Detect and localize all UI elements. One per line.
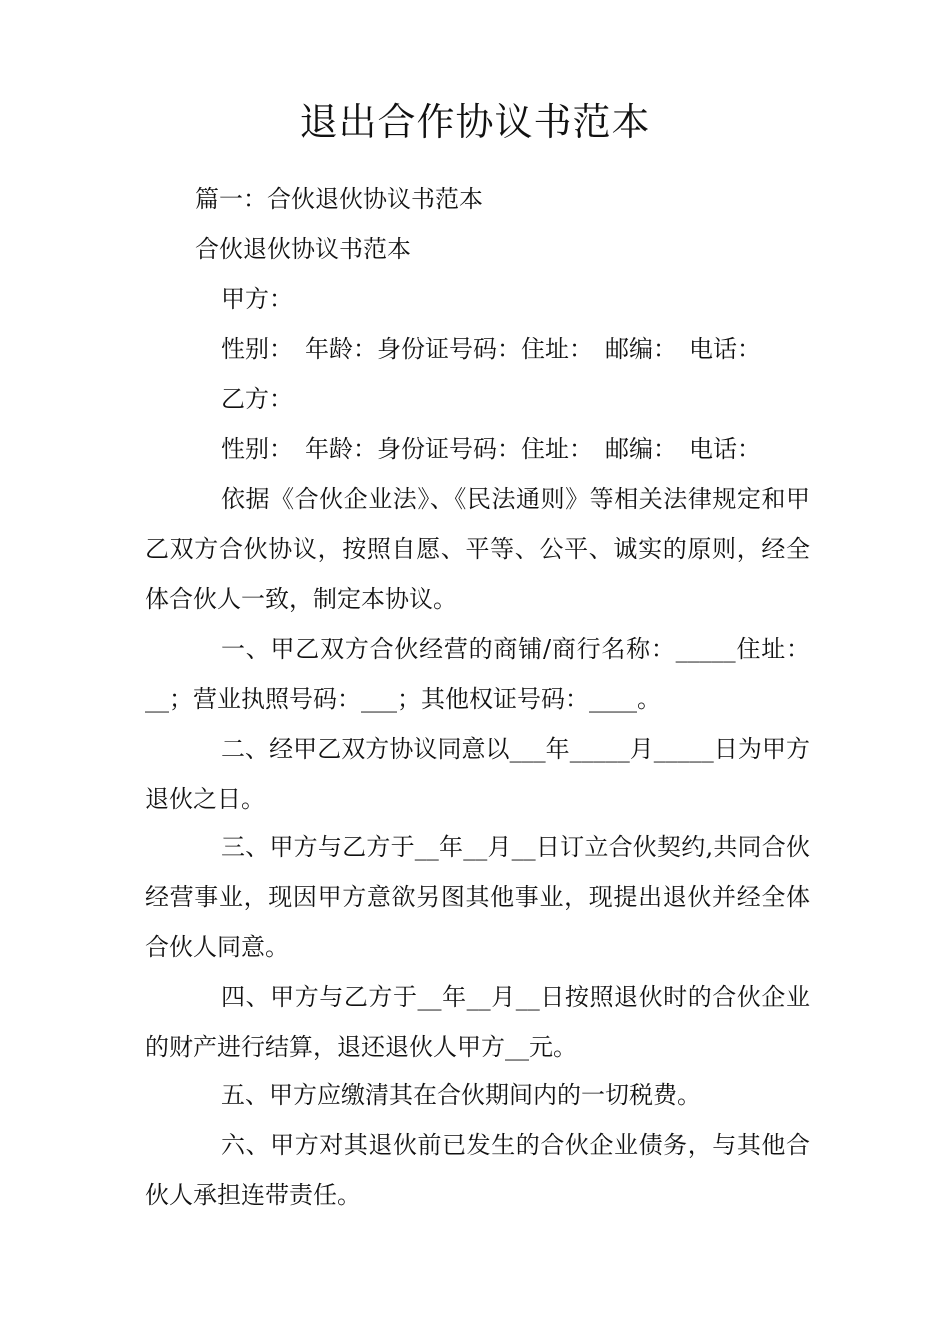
party-a-label: 甲方： <box>221 285 293 313</box>
party-b-fields: 性别： 年龄：身份证号码：住址： 邮编： 电话： <box>221 435 761 463</box>
clause-1: 一、甲乙双方合伙经营的商铺/商行名称：_____住址：__；营业执照号码：___；其他权证号码：____。 <box>145 635 810 713</box>
section-heading: 篇一：合伙退伙协议书范本 <box>195 185 483 213</box>
clause-2: 二、经甲乙双方协议同意以___年_____月_____日为甲方退伙之日。 <box>145 735 810 813</box>
clause-3: 三、甲方与乙方于__年__月__日订立合伙契约,共同合伙经营事业，现因甲方意欲另图其他事业，现提出退伙并经全体合伙人同意。 <box>145 833 810 961</box>
party-b-label: 乙方： <box>221 385 293 413</box>
subheading: 合伙退伙协议书范本 <box>195 235 411 263</box>
preamble-paragraph: 依据《合伙企业法》、《民法通则》等相关法律规定和甲乙双方合伙协议，按照自愿、平等、公平、诚实的原则，经全体合伙人一致，制定本协议。 <box>145 485 810 613</box>
party-a-fields: 性别： 年龄：身份证号码：住址： 邮编： 电话： <box>221 335 761 363</box>
document-title: 退出合作协议书范本 <box>299 100 651 144</box>
clause-5: 五、甲方应缴清其在合伙期间内的一切税费。 <box>221 1081 701 1109</box>
clause-4: 四、甲方与乙方于__年__月__日按照退伙时的合伙企业的财产进行结算，退还退伙人甲方__元。 <box>145 983 810 1061</box>
clause-6: 六、甲方对其退伙前已发生的合伙企业债务，与其他合伙人承担连带责任。 <box>145 1131 810 1209</box>
